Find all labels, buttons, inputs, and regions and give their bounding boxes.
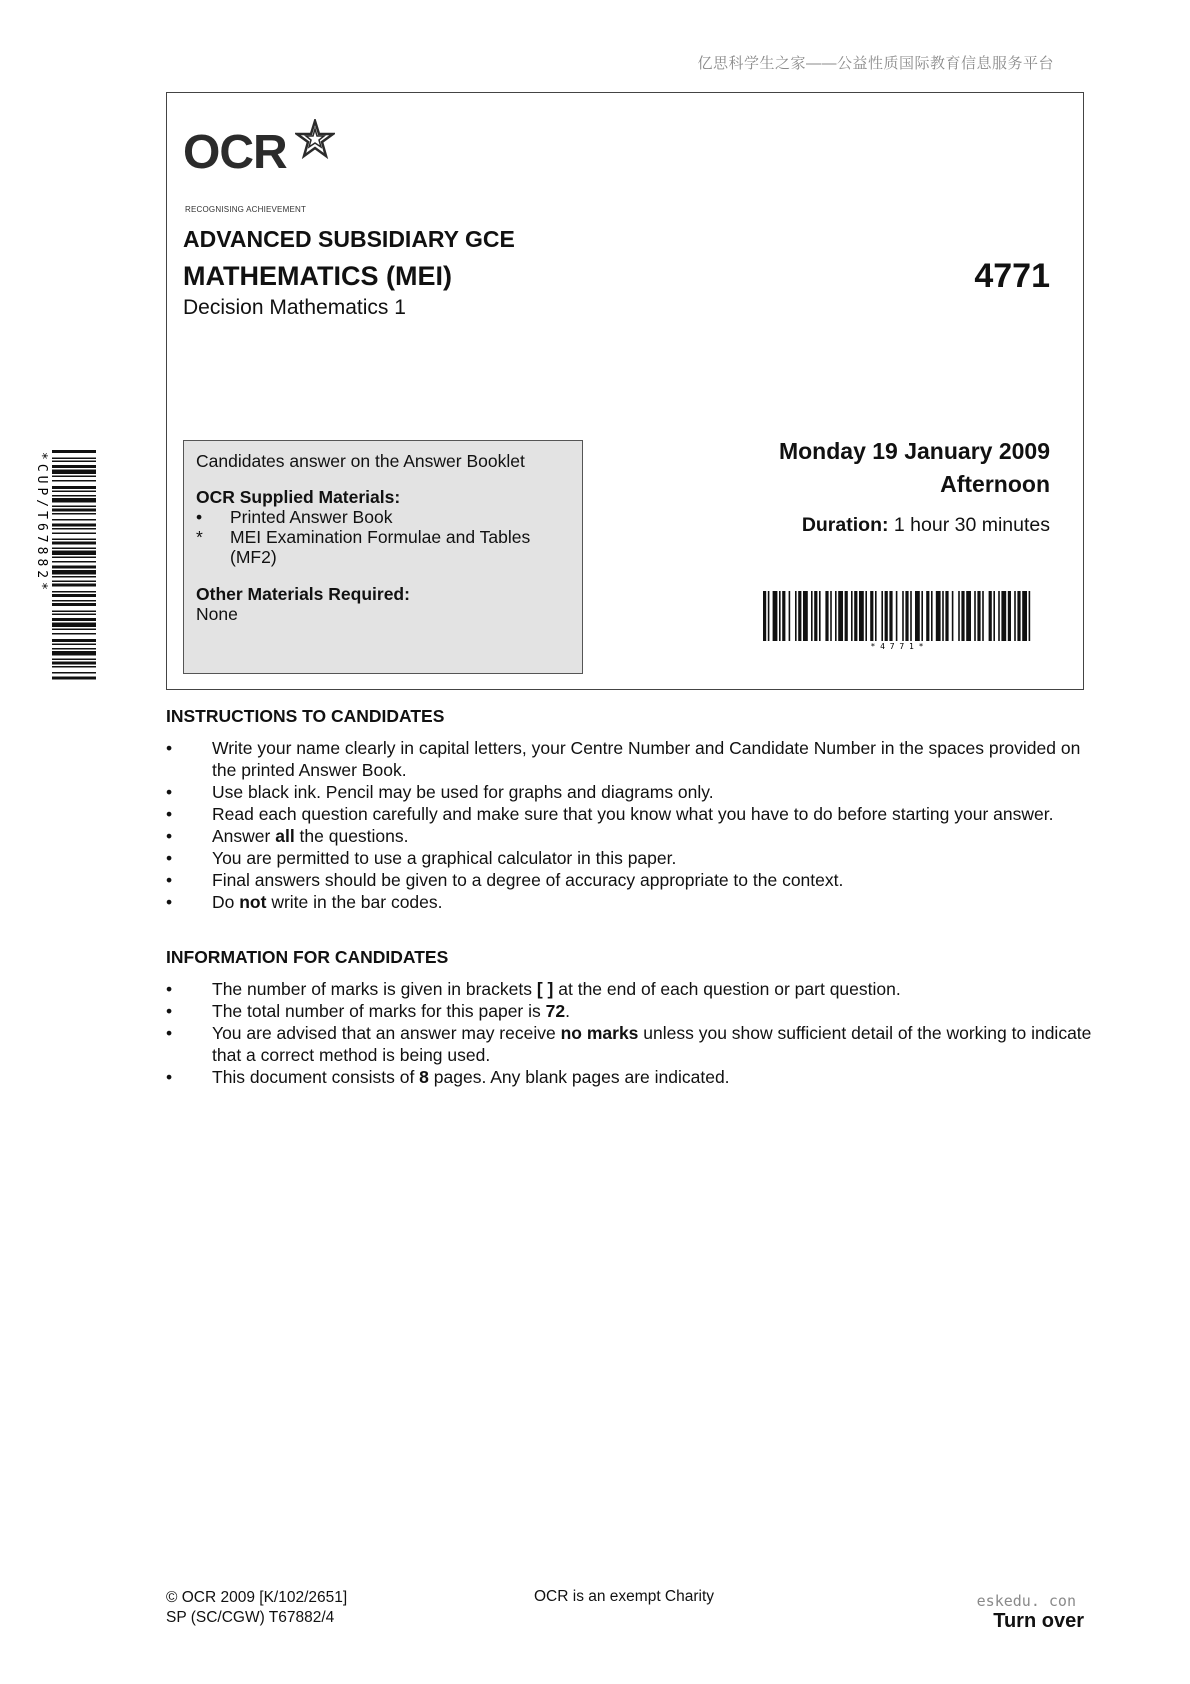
exam-when [779, 435, 1050, 501]
exam-session: Afternoon [940, 471, 1050, 497]
item-text-pre: Use black ink. Pencil may be used for graphs and diagrams only. [212, 782, 714, 802]
list-item [166, 869, 1096, 891]
copyright: © OCR 2009 [K/102/2651] [166, 1589, 348, 1606]
subject-title: MATHEMATICS (MEI) [183, 261, 452, 291]
information-heading: INFORMATION FOR CANDIDATES [166, 947, 449, 967]
item-text-pre: Do [212, 892, 240, 912]
duration-label: Duration: [801, 514, 889, 536]
bullet: • [166, 979, 173, 999]
item-text-pre: You are permitted to use a graphical calculator in this paper. [212, 848, 677, 868]
barcode-label: * 4 7 7 1 * [870, 642, 924, 649]
footer-watermark: eskedu. con [976, 1592, 1076, 1610]
instructions-list [166, 737, 1096, 913]
item-text-pre: You are advised that an answer may receive [212, 1023, 561, 1043]
item-text-pre: Final answers should be given to a degree of accuracy appropriate to the context. [212, 870, 844, 890]
unit-title: Decision Mathematics 1 [183, 296, 406, 319]
supplied-item-text: MEI Examination Formulae and Tables (MF2) [230, 527, 531, 567]
cover-box [166, 92, 1084, 690]
list-item [166, 825, 1096, 847]
item-text-bold: not [239, 892, 267, 912]
list-item [166, 847, 1096, 869]
bullet: • [166, 870, 173, 890]
qualification: ADVANCED SUBSIDIARY GCE [183, 226, 515, 252]
item-text-post: . [565, 1001, 570, 1021]
information-list [166, 978, 1096, 1088]
bullet: • [166, 826, 173, 846]
list-item [166, 891, 1096, 913]
item-text-post: pages. Any blank pages are indicated. [428, 1067, 730, 1087]
bullet: • [166, 1067, 173, 1087]
list-item [166, 1066, 1096, 1088]
bullet: • [166, 1023, 173, 1043]
list-item [166, 781, 1096, 803]
answer-booklet-note: Candidates answer on the Answer Booklet [196, 451, 525, 471]
list-marker: • [196, 507, 203, 527]
item-text-pre: Answer [212, 826, 276, 846]
item-text-bold: all [275, 826, 295, 846]
item-text-post: the questions. [294, 826, 409, 846]
item-text-pre: The number of marks is given in brackets [212, 979, 537, 999]
exam-date: Monday 19 January 2009 [778, 438, 1050, 464]
bullet: • [166, 782, 173, 802]
instructions-section [166, 706, 1096, 913]
item-text-pre: The total number of marks for this paper is [212, 1001, 546, 1021]
materials-box [183, 440, 583, 674]
barcode-label: *CUP/T67882* [34, 452, 49, 594]
bullet: • [166, 738, 173, 758]
other-materials-value: None [196, 604, 238, 624]
supplied-item-text: Printed Answer Book [230, 507, 393, 527]
duration-value: 1 hour 30 minutes [893, 514, 1050, 536]
charity-note: OCR is an exempt Charity [534, 1588, 715, 1605]
list-item [166, 803, 1096, 825]
information-section [166, 947, 1096, 1088]
supplied-item [196, 507, 570, 527]
supplied-item [196, 527, 570, 567]
bullet: • [166, 848, 173, 868]
watermark-top: 亿思科学生之家——公益性质国际教育信息服务平台 [697, 55, 1054, 72]
item-text-post: unless you show sufficient detail of the working to indicate that a correct method is being used. [212, 1023, 1092, 1065]
logo-wordmark: OCR [183, 126, 287, 179]
list-item [166, 1000, 1096, 1022]
item-text-bold: 72 [545, 1001, 566, 1021]
unit-code: 4771 [974, 257, 1050, 295]
item-text-post: write in the bar codes. [266, 892, 443, 912]
footer-left [166, 1588, 347, 1628]
ocr-logo [183, 119, 353, 214]
turn-over: Turn over [993, 1610, 1084, 1632]
bullet: • [166, 1001, 173, 1021]
list-item [166, 1022, 1096, 1066]
star-icon [295, 119, 335, 159]
item-text-pre: This document consists of [212, 1067, 420, 1087]
item-text-pre: Read each question carefully and make sure that you know what you have to do before starting your answer. [212, 804, 1054, 824]
instructions-heading: INSTRUCTIONS TO CANDIDATES [166, 706, 445, 726]
item-text-bold: 8 [419, 1067, 429, 1087]
item-text-post: at the end of each question or part question. [553, 979, 901, 999]
paper-reference: SP (SC/CGW) T67882/4 [166, 1609, 335, 1626]
bullet: • [166, 804, 173, 824]
logo-tagline: RECOGNISING ACHIEVEMENT [185, 205, 307, 214]
bullet: • [166, 892, 173, 912]
unit-barcode [763, 591, 1031, 649]
item-text-bold: no marks [560, 1023, 639, 1043]
document-barcode [32, 450, 98, 680]
list-item [166, 978, 1096, 1000]
list-item [166, 737, 1096, 781]
supplied-materials-heading: OCR Supplied Materials: [196, 487, 401, 507]
item-text-bold: [ ] [536, 979, 554, 999]
exam-duration [802, 514, 1050, 537]
list-marker: * [196, 527, 203, 547]
other-materials-heading: Other Materials Required: [196, 584, 410, 604]
item-text-pre: Write your name clearly in capital letters, your Centre Number and Candidate Number in the spaces provided on the printed Answer Book. [212, 738, 1081, 780]
